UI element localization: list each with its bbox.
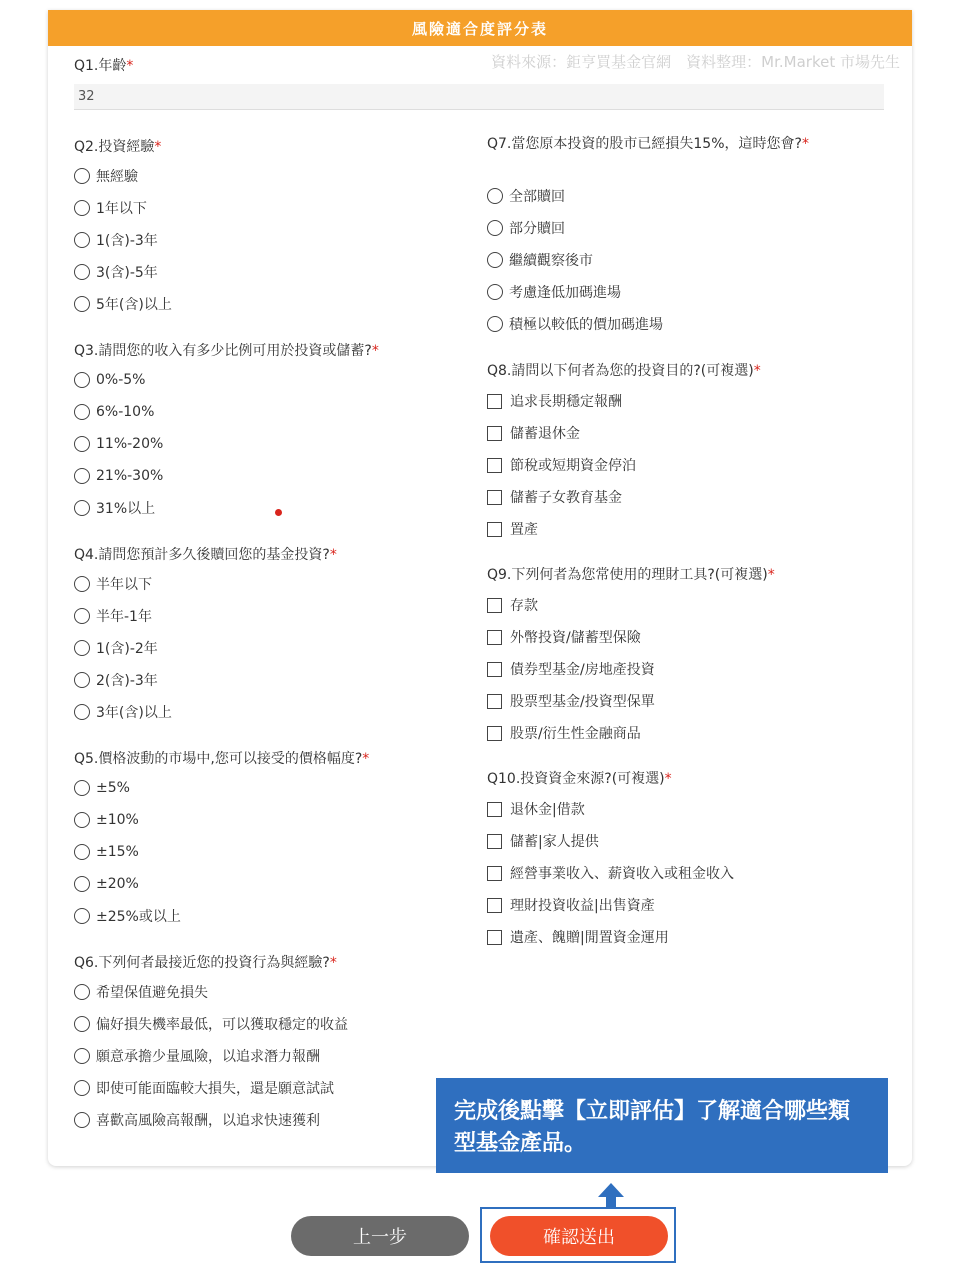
source-caption: 資料來源：鉅亨買基金官網 資料整理：Mr.Market 市場先生 xyxy=(491,53,900,71)
checkbox-square-icon[interactable] xyxy=(487,930,502,945)
q5-option[interactable]: ±10% xyxy=(74,810,139,830)
q8-label: Q8.請問以下何者為您的投資目的?(可複選)* xyxy=(487,363,761,379)
radio-circle-icon[interactable] xyxy=(74,1016,90,1032)
q9-option[interactable]: 股票型基金/投資型保單 xyxy=(487,691,655,711)
risk-form-card xyxy=(48,10,912,1166)
radio-circle-icon[interactable] xyxy=(74,436,90,452)
q6-label: Q6.下列何者最接近您的投資行為與經驗?* xyxy=(74,955,337,971)
q9-option[interactable]: 債券型基金/房地產投資 xyxy=(487,659,655,679)
q7-option[interactable]: 考慮逢低加碼進場 xyxy=(487,282,621,302)
radio-circle-icon[interactable] xyxy=(74,468,90,484)
q7-label: Q7.當您原本投資的股市已經損失15%，這時您會?* xyxy=(487,136,809,152)
q10-option[interactable]: 理財投資收益|出售資產 xyxy=(487,895,655,915)
q9-option[interactable]: 股票/衍生性金融商品 xyxy=(487,723,641,743)
q8-option[interactable]: 節稅或短期資金停泊 xyxy=(487,455,636,475)
q5-option[interactable]: ±25%或以上 xyxy=(74,906,181,926)
q7-option[interactable]: 繼續觀察後市 xyxy=(487,250,593,270)
checkbox-square-icon[interactable] xyxy=(487,866,502,881)
confirm-submit-button[interactable]: 確認送出 xyxy=(490,1216,668,1256)
q9-option[interactable]: 外幣投資/儲蓄型保險 xyxy=(487,627,641,647)
q2-label: Q2.投資經驗* xyxy=(74,139,162,155)
q4-option[interactable]: 半年以下 xyxy=(74,574,152,594)
radio-circle-icon[interactable] xyxy=(74,264,90,280)
q4-option[interactable]: 1(含)-2年 xyxy=(74,638,158,658)
radio-circle-icon[interactable] xyxy=(74,232,90,248)
q7-option[interactable]: 部分贖回 xyxy=(487,218,565,238)
checkbox-square-icon[interactable] xyxy=(487,394,502,409)
radio-circle-icon[interactable] xyxy=(74,168,90,184)
q10-option[interactable]: 經營事業收入、薪資收入或租金收入 xyxy=(487,863,734,883)
red-dot-marker xyxy=(275,509,282,516)
radio-circle-icon[interactable] xyxy=(74,704,90,720)
q10-option[interactable]: 退休金|借款 xyxy=(487,799,585,819)
radio-circle-icon[interactable] xyxy=(487,220,503,236)
q5-label: Q5.價格波動的市場中,您可以接受的價格幅度?* xyxy=(74,751,370,767)
checkbox-square-icon[interactable] xyxy=(487,694,502,709)
radio-circle-icon[interactable] xyxy=(74,404,90,420)
checkbox-square-icon[interactable] xyxy=(487,522,502,537)
previous-step-button[interactable]: 上一步 xyxy=(291,1216,469,1256)
radio-circle-icon[interactable] xyxy=(74,812,90,828)
q7-option[interactable]: 全部贖回 xyxy=(487,186,565,206)
radio-circle-icon[interactable] xyxy=(487,252,503,268)
checkbox-square-icon[interactable] xyxy=(487,726,502,741)
checkbox-square-icon[interactable] xyxy=(487,834,502,849)
q4-label: Q4.請問您預計多久後贖回您的基金投資?* xyxy=(74,547,337,563)
q6-option[interactable]: 喜歡高風險高報酬，以追求快速獲利 xyxy=(74,1110,320,1130)
checkbox-square-icon[interactable] xyxy=(487,898,502,913)
q6-option[interactable]: 希望保值避免損失 xyxy=(74,982,208,1002)
q3-option[interactable]: 31%以上 xyxy=(74,498,155,518)
q5-option[interactable]: ±5% xyxy=(74,778,130,798)
radio-circle-icon[interactable] xyxy=(74,200,90,216)
radio-circle-icon[interactable] xyxy=(74,672,90,688)
q3-option[interactable]: 6%-10% xyxy=(74,402,154,422)
form-title: 風險適合度評分表 xyxy=(48,10,912,46)
radio-circle-icon[interactable] xyxy=(487,284,503,300)
q2-option[interactable]: 1年以下 xyxy=(74,198,147,218)
radio-circle-icon[interactable] xyxy=(74,984,90,1000)
q3-option[interactable]: 21%-30% xyxy=(74,466,163,486)
q8-option[interactable]: 儲蓄子女教育基金 xyxy=(487,487,622,507)
radio-circle-icon[interactable] xyxy=(74,296,90,312)
q2-option[interactable]: 5年(含)以上 xyxy=(74,294,172,314)
age-input[interactable] xyxy=(74,84,884,110)
checkbox-square-icon[interactable] xyxy=(487,662,502,677)
q6-option[interactable]: 願意承擔少量風險，以追求潛力報酬 xyxy=(74,1046,320,1066)
q10-option[interactable]: 儲蓄|家人提供 xyxy=(487,831,599,851)
q5-option[interactable]: ±15% xyxy=(74,842,139,862)
q10-label: Q10.投資資金來源?(可複選)* xyxy=(487,771,672,787)
radio-circle-icon[interactable] xyxy=(74,1080,90,1096)
radio-circle-icon[interactable] xyxy=(74,1112,90,1128)
radio-circle-icon[interactable] xyxy=(74,500,90,516)
checkbox-square-icon[interactable] xyxy=(487,630,502,645)
radio-circle-icon[interactable] xyxy=(487,188,503,204)
q2-option[interactable]: 1(含)-3年 xyxy=(74,230,158,250)
q8-option[interactable]: 置產 xyxy=(487,519,538,539)
q4-option[interactable]: 2(含)-3年 xyxy=(74,670,158,690)
checkbox-square-icon[interactable] xyxy=(487,426,502,441)
q2-option[interactable]: 3(含)-5年 xyxy=(74,262,158,282)
q10-option[interactable]: 遺產、餽贈|閒置資金運用 xyxy=(487,927,669,947)
q6-option[interactable]: 即使可能面臨較大損失，還是願意試試 xyxy=(74,1078,334,1098)
checkbox-square-icon[interactable] xyxy=(487,598,502,613)
radio-circle-icon[interactable] xyxy=(74,608,90,624)
radio-circle-icon[interactable] xyxy=(74,876,90,892)
q5-option[interactable]: ±20% xyxy=(74,874,139,894)
q3-option[interactable]: 0%-5% xyxy=(74,370,145,390)
checkbox-square-icon[interactable] xyxy=(487,458,502,473)
instruction-callout: 完成後點擊【立即評估】了解適合哪些類型基金產品。 xyxy=(436,1078,888,1173)
q1-label: Q1.年齡* xyxy=(74,58,134,74)
q4-option[interactable]: 3年(含)以上 xyxy=(74,702,172,722)
checkbox-square-icon[interactable] xyxy=(487,490,502,505)
q3-label: Q3.請問您的收入有多少比例可用於投資或儲蓄?* xyxy=(74,343,379,359)
radio-circle-icon[interactable] xyxy=(74,640,90,656)
radio-circle-icon[interactable] xyxy=(74,576,90,592)
q6-option[interactable]: 偏好損失機率最低，可以獲取穩定的收益 xyxy=(74,1014,348,1034)
radio-circle-icon[interactable] xyxy=(74,780,90,796)
radio-circle-icon[interactable] xyxy=(74,1048,90,1064)
q2-option[interactable]: 無經驗 xyxy=(74,166,138,186)
q8-option[interactable]: 儲蓄退休金 xyxy=(487,423,580,443)
q9-option[interactable]: 存款 xyxy=(487,595,538,615)
radio-circle-icon[interactable] xyxy=(74,844,90,860)
q3-option[interactable]: 11%-20% xyxy=(74,434,163,454)
q9-label: Q9.下列何者為您常使用的理財工具?(可複選)* xyxy=(487,567,775,583)
radio-circle-icon[interactable] xyxy=(74,908,90,924)
arrow-up-icon xyxy=(598,1183,624,1197)
radio-circle-icon[interactable] xyxy=(487,316,503,332)
q7-option[interactable]: 積極以較低的價加碼進場 xyxy=(487,314,663,334)
radio-circle-icon[interactable] xyxy=(74,372,90,388)
q8-option[interactable]: 追求長期穩定報酬 xyxy=(487,391,622,411)
checkbox-square-icon[interactable] xyxy=(487,802,502,817)
q4-option[interactable]: 半年-1年 xyxy=(74,606,152,626)
